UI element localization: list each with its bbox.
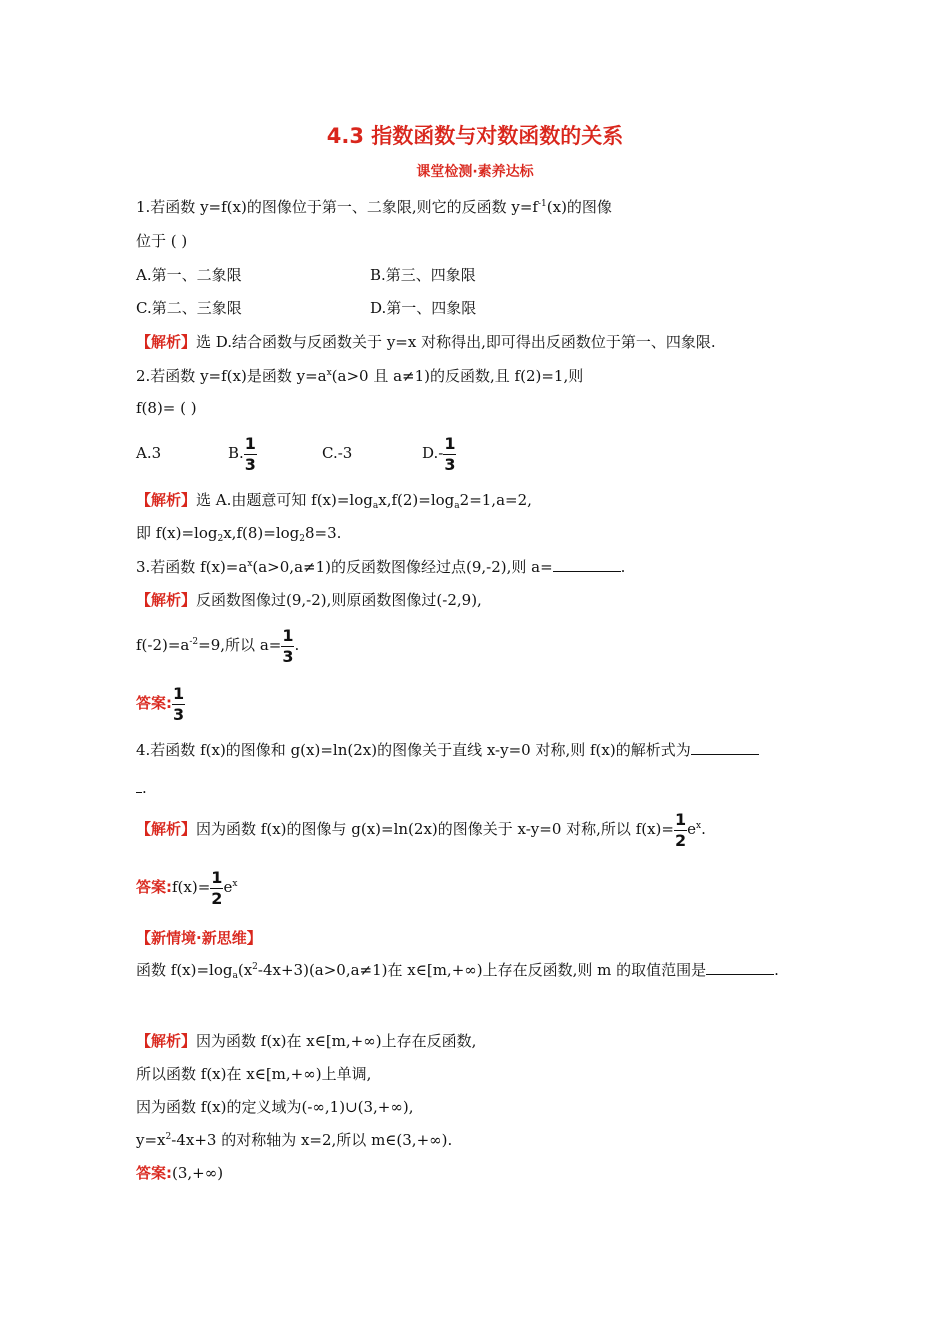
q1-analysis: 【解析】选 D.结合函数与反函数关于 y=x 对称得出,即可得出反函数位于第一、四象限. xyxy=(136,333,716,351)
fraction: $\frac{1}{3}$ xyxy=(444,433,456,474)
q1-option-a: A.第一、二象限 xyxy=(136,266,242,284)
q5-analysis: 【解析】因为函数 f(x)在 x∈[m,+∞)上存在反函数, xyxy=(136,1032,477,1050)
fraction: $\frac{1}{3}$ xyxy=(244,433,256,474)
q5-stem: 函数 $f(x)=\log_a(x^2-4x+3)(a>0,a\ne 1)$在 x∈[m,+∞)上存在反函数,则 m 的取值范围是 . xyxy=(136,961,779,981)
fraction: $\frac{1}{2}$ xyxy=(674,809,687,850)
q3-analysis: 【解析】反函数图像过(9,-2),则原函数图像过(-2,9), xyxy=(136,591,482,609)
new-context-heading: 【新情境·新思维】 xyxy=(136,929,262,947)
page-title: 4.3 指数函数与对数函数的关系 xyxy=(326,124,624,148)
fraction: $\frac{1}{3}$ xyxy=(173,683,185,724)
fraction: $\frac{1}{2}$ xyxy=(211,867,223,908)
q2-analysis-line2: 即 $f(x)=\log_2x,f(8)=\log_28=3$. xyxy=(136,524,342,544)
q2-analysis: 【解析】选 A.由题意可知 $f(x)=\log_ax,f(2)=\log_a2=1,a=2$, xyxy=(136,491,532,511)
q3-analysis-line2: $f(-2)=a^{-2}=9$,所以 a= $\frac{1}{3}$ . xyxy=(136,625,300,666)
q2-stem-line2: f(8)= ( ) xyxy=(136,399,197,417)
q2-option-b: B. $\frac{1}{3}$ xyxy=(228,433,256,474)
q2-stem: 2.若函数 y=f(x)是函数 $y=a^x(a>0$ 且 a≠1)的反函数,且 f(2)=1,则 xyxy=(136,367,584,385)
q1-stem-line2: 位于 ( ) xyxy=(136,232,188,250)
q5-analysis-line4: $y=x^2-4x+3$ 的对称轴为 x=2,所以 m∈(3,+∞). xyxy=(136,1131,453,1149)
q2-option-d: D.- $\frac{1}{3}$ xyxy=(422,433,456,474)
answer-blank xyxy=(553,557,621,572)
q1-stem: 1.若函数 y=f(x)的图像位于第一、二象限,则它的反函数 $y=f^{-1}(x)$的图像 xyxy=(136,198,612,216)
q2-option-a: A.3 xyxy=(136,444,162,462)
q1-option-b: B.第三、四象限 xyxy=(370,266,476,284)
q4-analysis: 【解析】因为函数 f(x)的图像与 g(x)=ln(2x)的图像关于 x-y=0 对称,所以 f(x)= $\frac{1}{2}$ $e^x$. xyxy=(136,809,706,850)
fraction: $\frac{1}{3}$ xyxy=(282,625,294,666)
q2-option-c: C.-3 xyxy=(322,444,353,462)
page-subtitle: 课堂检测·素养达标 xyxy=(416,164,534,180)
q5-analysis-line3: 因为函数 f(x)的定义域为(-∞,1)∪(3,+∞), xyxy=(136,1098,414,1116)
q4-stem: 4.若函数 f(x)的图像和 g(x)=ln(2x)的图像关于直线 x-y=0 对称,则 f(x)的解析式为 xyxy=(136,740,759,760)
answer-blank xyxy=(706,960,774,975)
answer-blank xyxy=(691,740,759,755)
q4-stem-line2: . xyxy=(136,778,147,798)
q1-option-d: D.第一、四象限 xyxy=(370,299,477,317)
q4-answer: 答案:f(x)= $\frac{1}{2}$ $e^x$ xyxy=(136,867,238,908)
q1-option-c: C.第二、三象限 xyxy=(136,299,242,317)
q3-answer: 答案: $\frac{1}{3}$ xyxy=(136,683,185,724)
q3-stem: 3.若函数 $f(x)=a^x(a>0,a\ne 1)$的反函数图像经过点(9,-2),则 a= . xyxy=(136,558,626,576)
q5-answer: 答案:(3,+∞) xyxy=(136,1164,224,1182)
q5-analysis-line2: 所以函数 f(x)在 x∈[m,+∞)上单调, xyxy=(136,1065,372,1083)
